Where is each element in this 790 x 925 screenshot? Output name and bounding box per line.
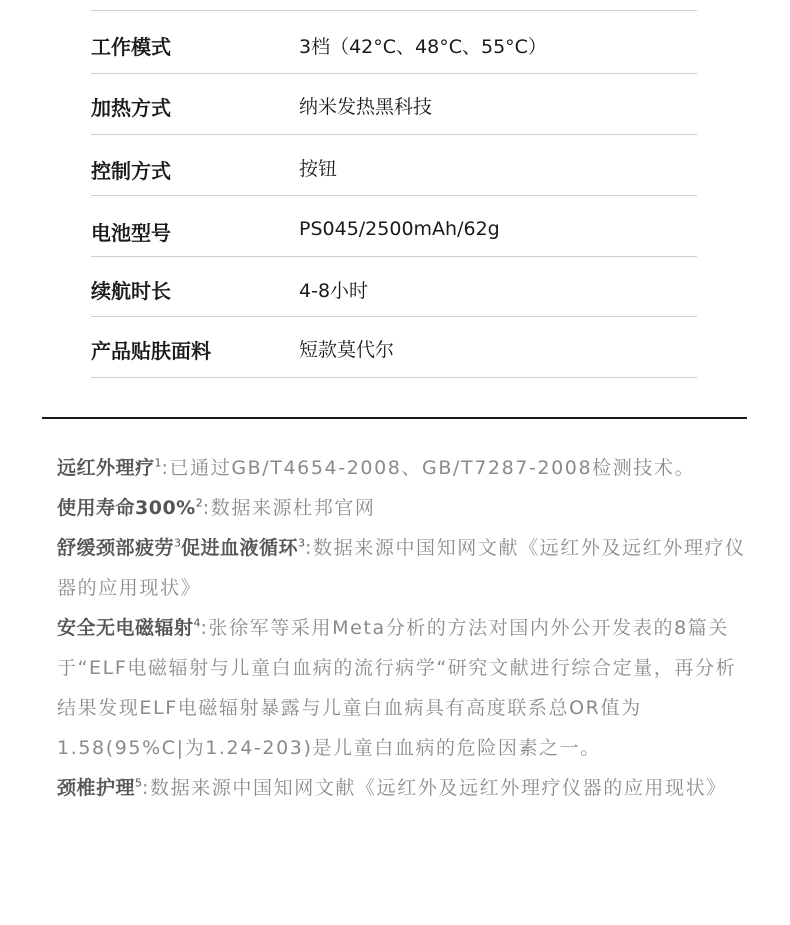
footnote-text: 已通过GB/T4654-2008、GB/T7287-2008检测技术。 bbox=[169, 457, 696, 479]
footnote-title: 舒缓颈部疲劳 bbox=[57, 537, 175, 559]
footnote-text: 数据来源中国知网文献《远红外及远红外理疗仪器的应用现状》 bbox=[150, 777, 727, 799]
spec-value: 3档（42°C、48°C、55°C） bbox=[299, 36, 547, 58]
footnote-marker: 5 bbox=[135, 776, 143, 790]
footnote-marker: 3 bbox=[174, 536, 182, 550]
footnote-title: 使用寿命300% bbox=[57, 497, 196, 519]
footnote-title: 远红外理疗 bbox=[57, 457, 155, 479]
footnote-title: 安全无电磁辐射 bbox=[57, 617, 194, 639]
footnote-5: 颈椎护理$^5$:数据来源中国知网文献《远红外及远红外理疗仪器的应用现状》 bbox=[57, 776, 727, 799]
footnote-1: 远红外理疗$^1$:已通过GB/T4654-2008、GB/T7287-2008检测技术。 bbox=[57, 456, 696, 479]
footnote-title: 颈椎护理 bbox=[57, 777, 136, 799]
spec-value: 纳米发热黑科技 bbox=[299, 96, 433, 118]
spec-value: 短款莫代尔 bbox=[299, 339, 395, 361]
spec-row-heating bbox=[91, 74, 697, 135]
footnote-2: 使用寿命300%$^2$:数据来源杜邦官网 bbox=[57, 496, 376, 519]
footnote-4: 安全无电磁辐射$^4$:张徐军等采用Meta分析的方法对国内外公开发表的8篇关于“ELF电磁辐射与儿童白血病的流行病学“研究文献进行综合定量，再分析结果发现ELF电磁辐射暴露与儿童白血病具有高度联系总OR值为1.58(95%C|为1.24-203)是儿童白血病的危险因素之一。 bbox=[57, 616, 737, 759]
spec-value: 4-8小时 bbox=[299, 280, 369, 302]
footnote-text: 数据来源中国知网文献《远红外及远红外理疗仪器的应用现状》 bbox=[57, 537, 746, 599]
footnote-title-secondary: 促进血液循环 bbox=[181, 537, 299, 559]
footnote-marker-secondary: 3 bbox=[298, 536, 306, 550]
footnotes bbox=[57, 448, 747, 808]
spec-row-battery bbox=[91, 196, 697, 257]
spec-row-runtime bbox=[91, 257, 697, 317]
spec-label: 电池型号 bbox=[91, 221, 171, 245]
footnote-text: 数据来源杜邦官网 bbox=[210, 497, 376, 519]
footnote-text: 张徐军等采用Meta分析的方法对国内外公开发表的8篇关于“ELF电磁辐射与儿童白血病的流行病学“研究文献进行综合定量，再分析结果发现ELF电磁辐射暴露与儿童白血病具有高度联系总OR值为1.58(95%C|为1.24-203)是儿童白血病的危险因素之一。 bbox=[57, 617, 737, 759]
spec-row-control bbox=[91, 135, 697, 196]
spec-value: PS045/2500mAh/62g bbox=[299, 218, 500, 240]
section-divider bbox=[42, 417, 747, 419]
footnote-marker: 2 bbox=[195, 496, 203, 510]
spec-row-mode bbox=[91, 11, 697, 74]
spec-label: 工作模式 bbox=[91, 35, 171, 59]
footnote-3: 舒缓颈部疲劳$^3$促进血液循环$^3$:数据来源中国知网文献《远红外及远红外理疗仪器的应用现状》 bbox=[57, 536, 746, 599]
spec-row-fabric bbox=[91, 317, 697, 378]
spec-label: 产品贴肤面料 bbox=[91, 339, 211, 363]
spec-label: 续航时长 bbox=[91, 279, 171, 303]
spec-value: 按钮 bbox=[299, 158, 338, 180]
footnote-marker: 1 bbox=[154, 456, 162, 470]
spec-label: 控制方式 bbox=[91, 159, 171, 183]
spec-label: 加热方式 bbox=[91, 96, 171, 120]
footnote-marker: 4 bbox=[193, 616, 201, 630]
